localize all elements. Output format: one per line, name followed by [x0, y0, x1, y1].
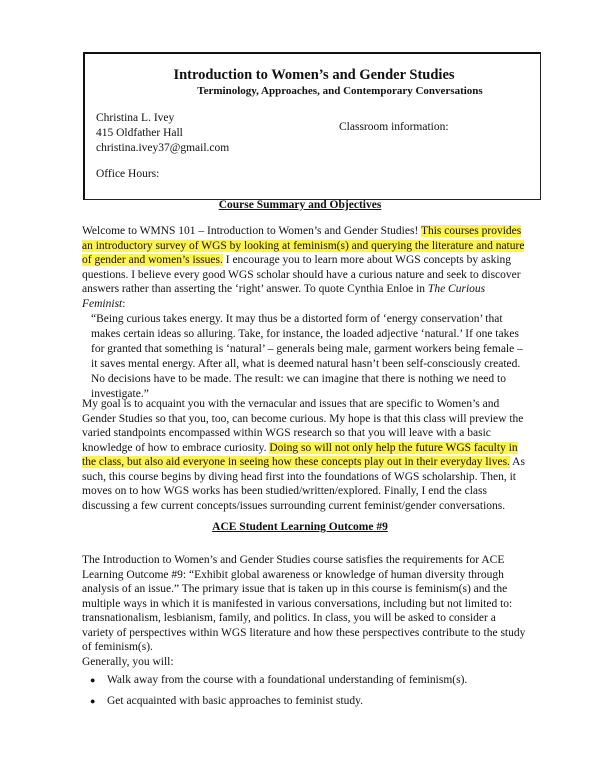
list-item-text: Walk away from the course with a foundational understanding of feminism(s).	[107, 674, 468, 686]
course-subtitle: Terminology, Approaches, and Contemporary Conversations	[197, 85, 483, 97]
classroom-info: Classroom information:	[339, 121, 449, 133]
instructor-office: 415 Oldfather Hall	[96, 127, 183, 139]
summary-paragraph-1	[82, 224, 530, 311]
ace-heading-text: ACE Student Learning Outcome #9	[212, 521, 388, 533]
p2-highlight: Doing so will not only help the future WGS faculty in the class, but also aid everyone in seeing how these concepts play out in their everyday lives.	[82, 441, 518, 468]
course-title: Introduction to Women’s and Gender Studies	[173, 67, 455, 83]
course-header-box	[83, 52, 541, 200]
p1-text-c: :	[122, 297, 126, 310]
ace-heading	[0, 521, 600, 533]
summary-heading-text: Course Summary and Objectives	[218, 199, 382, 211]
p1-text-a: Welcome to WMNS 101 – Introduction to Women’s and Gender Studies!	[82, 225, 421, 237]
bullet-icon: ●	[90, 696, 96, 706]
book-title: The Curious Feminist	[82, 283, 486, 310]
summary-heading	[0, 199, 600, 211]
office-hours: Office Hours:	[96, 168, 160, 180]
list-item	[90, 673, 520, 688]
p1-highlight: This courses provides an introductory survey of WGS by looking at feminism(s) and querying the literature and nature of gender and women’s issues.	[82, 225, 525, 266]
p2-text-a: My goal is to acquaint you with the vernacular and issues that are specific to Women’s and Gender Studies so that you, too, can become curious. My hope is that this class will preview the varied standpoints encompassed within WGS research so that you will leave with a basic knowledge of how to embrace curiosity.	[82, 398, 524, 454]
p1-text-b: I encourage you to learn more about WGS concepts by asking questions. I believe every good WGS scholar should have a curious nature and seek to discover answers rather than asserting the ‘right’ answer. To quote Cynthia Enloe in	[82, 254, 521, 295]
ace-paragraph: The Introduction to Women’s and Gender Studies course satisfies the requirements for ACE Learning Outcome #9: “Exhibit global awareness or knowledge of human diversity through analysis of an issue.” The primary issue that is taken up in this course is feminism(s) and the multiple ways in which it is manifested in various conversations, including but not limited to: transnationalism, lesbianism, family, and politics. In class, you will be asked to consider a variety of perspectives within WGS literature and how these perspectives contribute to the study of feminism(s).	[82, 554, 526, 653]
list-item	[90, 694, 520, 709]
summary-paragraph-2	[82, 397, 530, 513]
outcomes-list	[90, 673, 520, 715]
enloe-quote: “Being curious takes energy. It may thus be a distorted form of ‘energy conservation’ that makes certain ideas so alluring. Take, for instance, the loaded adjective ‘natural.’ If one takes for granted that something is ‘natural’ – generals being male, garment workers being female – it saves mental energy. After all, what is deemed natural hasn’t been self-consciously created. No decisions have to be made. The result: we can imagine that there is nothing we need to investigate.”	[91, 313, 523, 400]
bullet-icon: ●	[90, 675, 96, 685]
instructor-email: christina.ivey37@gmail.com	[96, 142, 230, 154]
generally-line: Generally, you will:	[82, 656, 174, 668]
instructor-name: Christina L. Ivey	[96, 112, 175, 124]
p2-text-b: As such, this course begins by diving head first into the foundations of WGS scholarship. Then, it moves on to how WGS works has been studied/written/explored. Finally, I end the class discussing a few current concepts/issues surrounding current feminist/gender conversations.	[82, 456, 525, 512]
list-item-text: Get acquainted with basic approaches to feminist study.	[107, 695, 364, 707]
instructor-contact	[96, 111, 229, 156]
